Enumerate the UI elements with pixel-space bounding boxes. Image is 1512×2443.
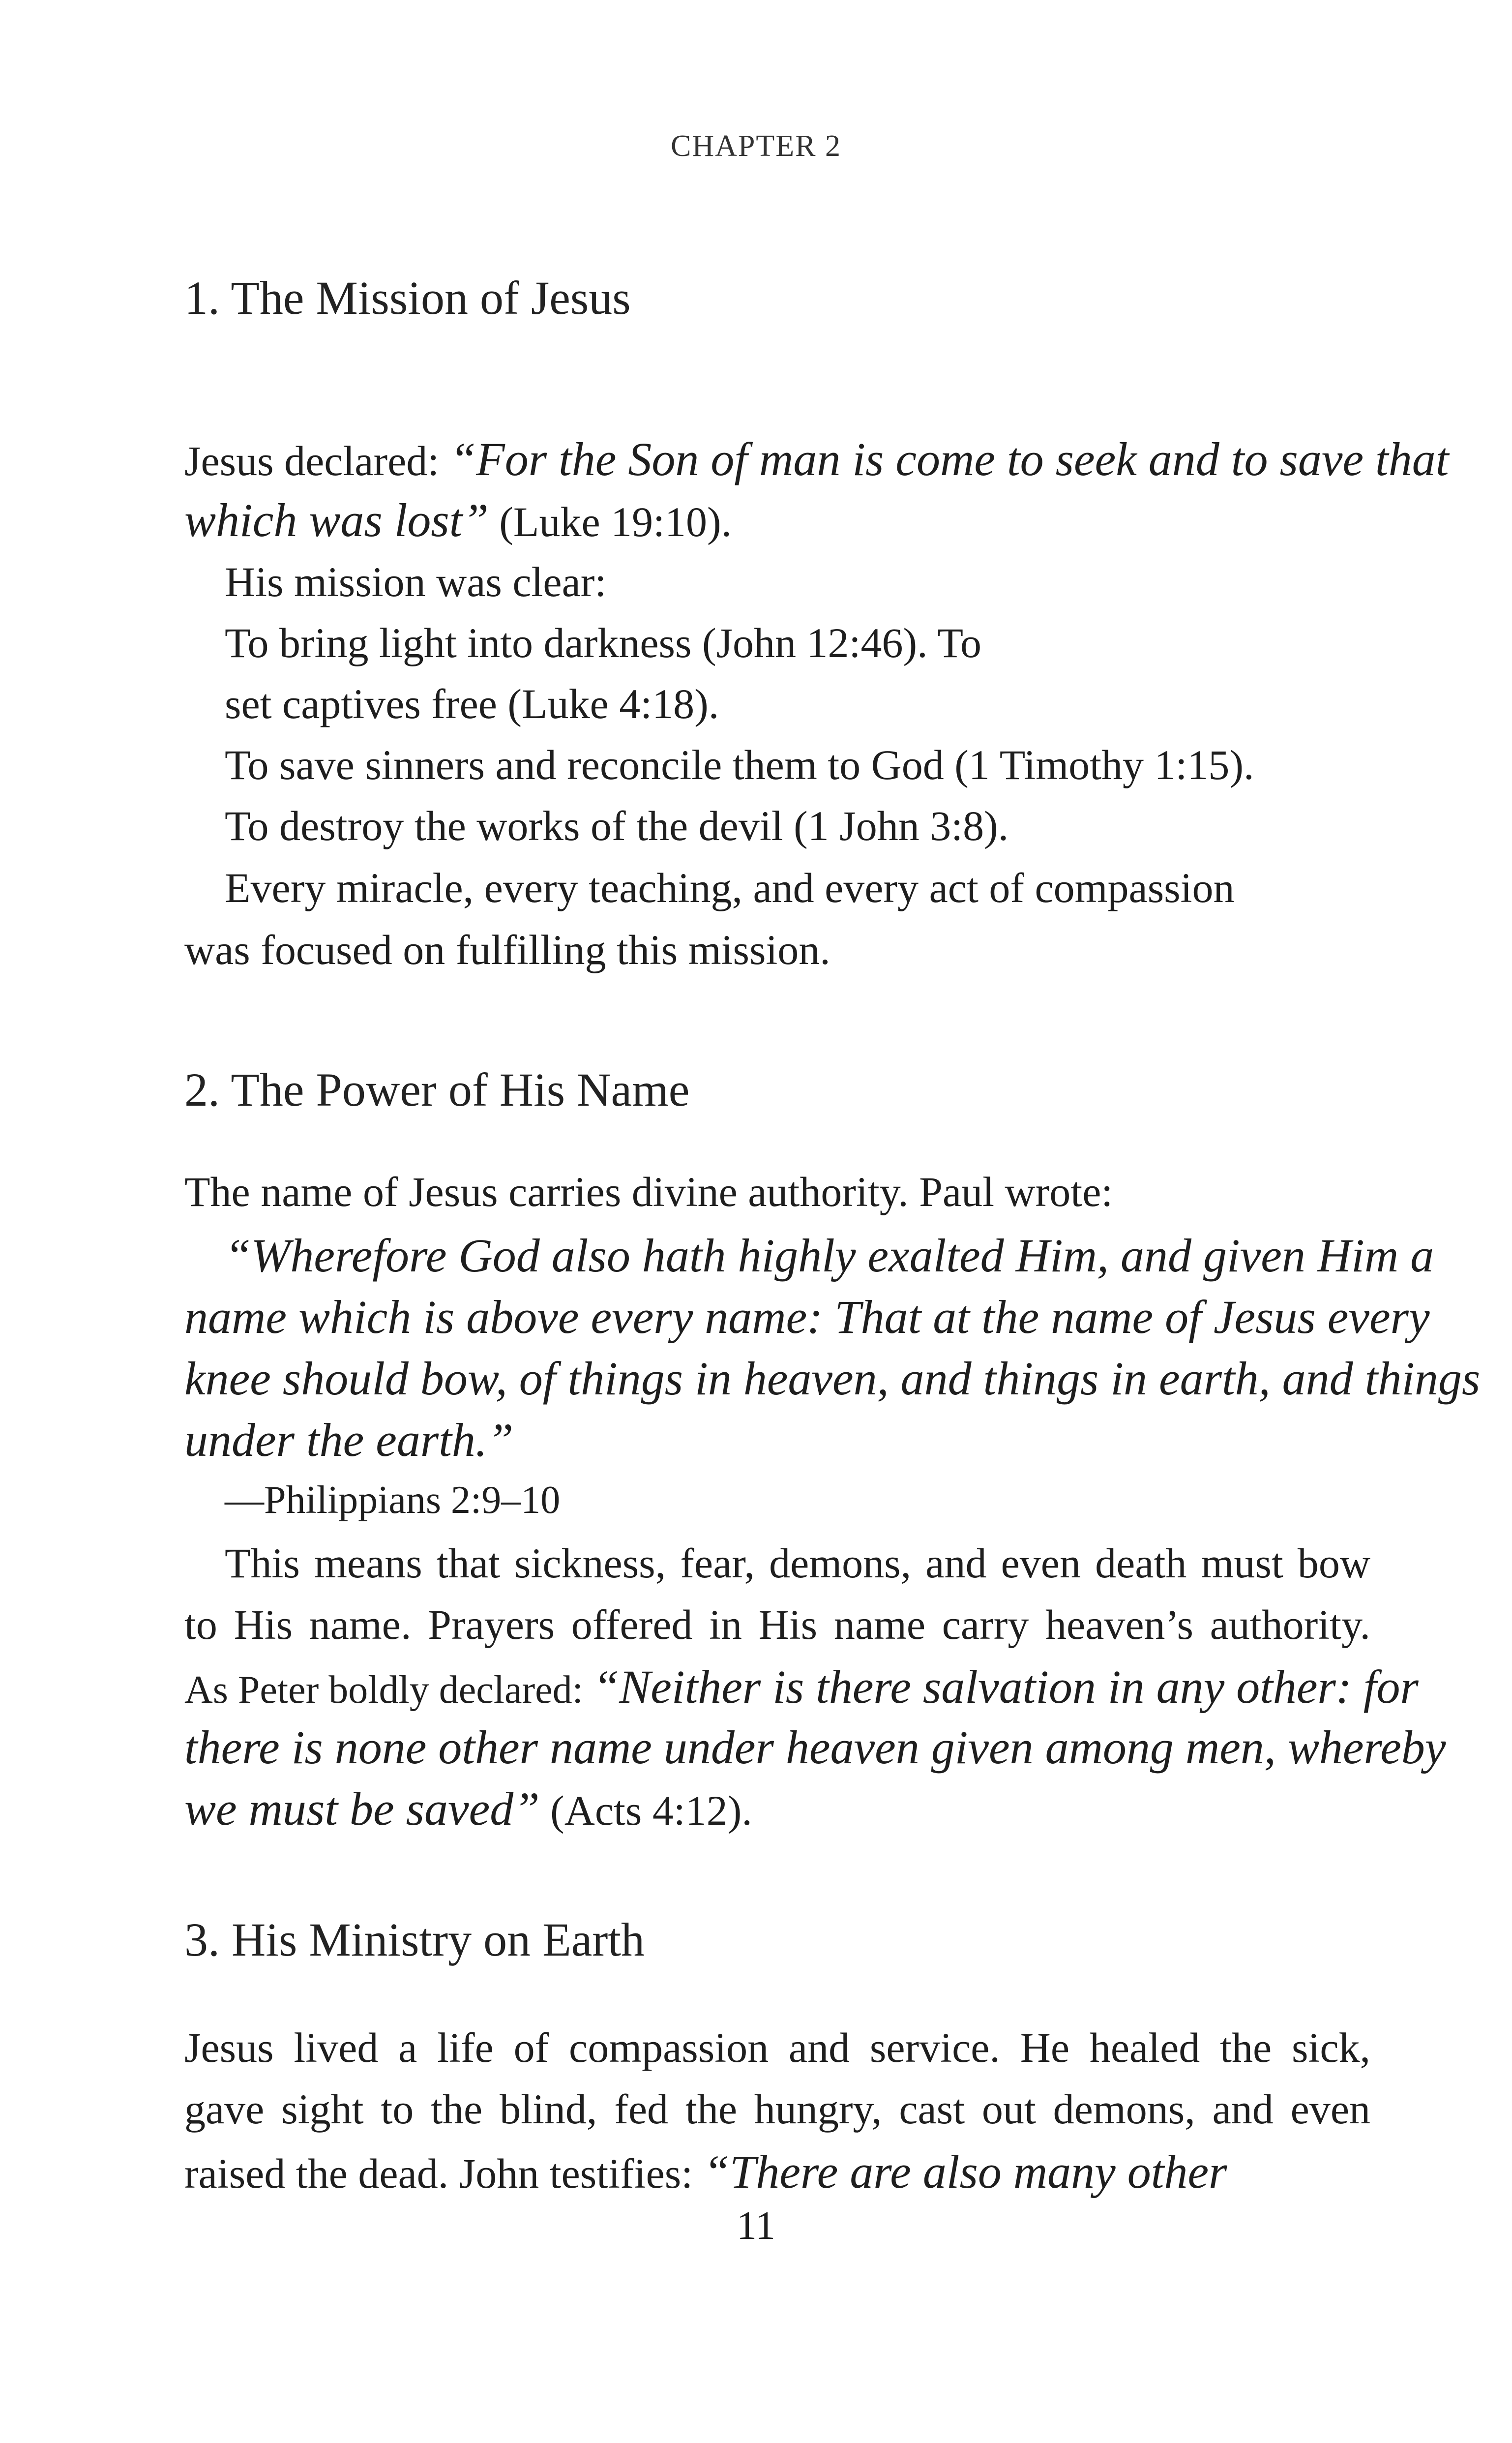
scripture-quote-line: name which is above every name: That at the name of Jesus every [184, 1291, 1430, 1343]
text-run: (Luke 19:10). [488, 498, 732, 545]
body-line [184, 2145, 1227, 2198]
section-heading-power: 2. The Power of His Name [184, 1063, 690, 1116]
body-line: To save sinners and reconcile them to God (1 Timothy 1:15). [225, 741, 1254, 788]
body-line: Jesus lived a life of compassion and service. He healed the sick, [184, 2024, 1370, 2071]
scripture-quote: “Neither is there salvation in any other: for [593, 1660, 1419, 1713]
body-line: was focused on fulfilling this mission. [184, 926, 830, 973]
scripture-quote: which was lost” [184, 494, 489, 546]
body-line: gave sight to the blind, fed the hungry, cast out demons, and even [184, 2085, 1370, 2133]
running-header: CHAPTER 2 [671, 129, 841, 163]
page-number: 11 [737, 2203, 775, 2248]
body-line [184, 1782, 752, 1835]
section-heading-ministry: 3. His Ministry on Earth [184, 1913, 645, 1966]
text-run: As Peter boldly declared: [184, 1668, 593, 1712]
scripture-quote-line: “Wherefore God also hath highly exalted Him, and given Him a [225, 1229, 1434, 1282]
scripture-quote: we must be saved” [184, 1782, 540, 1835]
text-run: raised the dead. John testifies: [184, 2150, 704, 2197]
body-line [184, 494, 732, 546]
scripture-quote-line: there is none other name under heaven given among men, whereby [184, 1721, 1446, 1774]
scripture-quote-line: knee should bow, of things in heaven, and things in earth, and things [184, 1352, 1481, 1405]
scripture-quote-line: under the earth.” [184, 1414, 514, 1466]
scripture-quote: “For the Son of man is come to seek and to save that [449, 433, 1449, 485]
scripture-reference: —Philippians 2:9–10 [225, 1478, 561, 1522]
body-line: Every miracle, every teaching, and every act of compassion [225, 864, 1235, 911]
body-line [184, 433, 1449, 485]
body-line: set captives free (Luke 4:18). [225, 680, 719, 727]
text-run: (Acts 4:12). [539, 1787, 752, 1834]
body-line: To destroy the works of the devil (1 John 3:8). [225, 802, 1009, 849]
body-line: To bring light into darkness (John 12:46). To [225, 619, 982, 666]
body-line: The name of Jesus carries divine authority. Paul wrote: [184, 1168, 1113, 1215]
body-line: This means that sickness, fear, demons, and even death must bow [225, 1539, 1370, 1587]
body-line: to His name. Prayers offered in His name carry heaven’s authority. [184, 1601, 1370, 1648]
section-heading-mission: 1. The Mission of Jesus [184, 271, 631, 324]
body-line: His mission was clear: [225, 558, 607, 605]
body-line [184, 1660, 1419, 1713]
text-run: Jesus declared: [184, 437, 450, 484]
scripture-quote: “There are also many other [703, 2145, 1227, 2198]
